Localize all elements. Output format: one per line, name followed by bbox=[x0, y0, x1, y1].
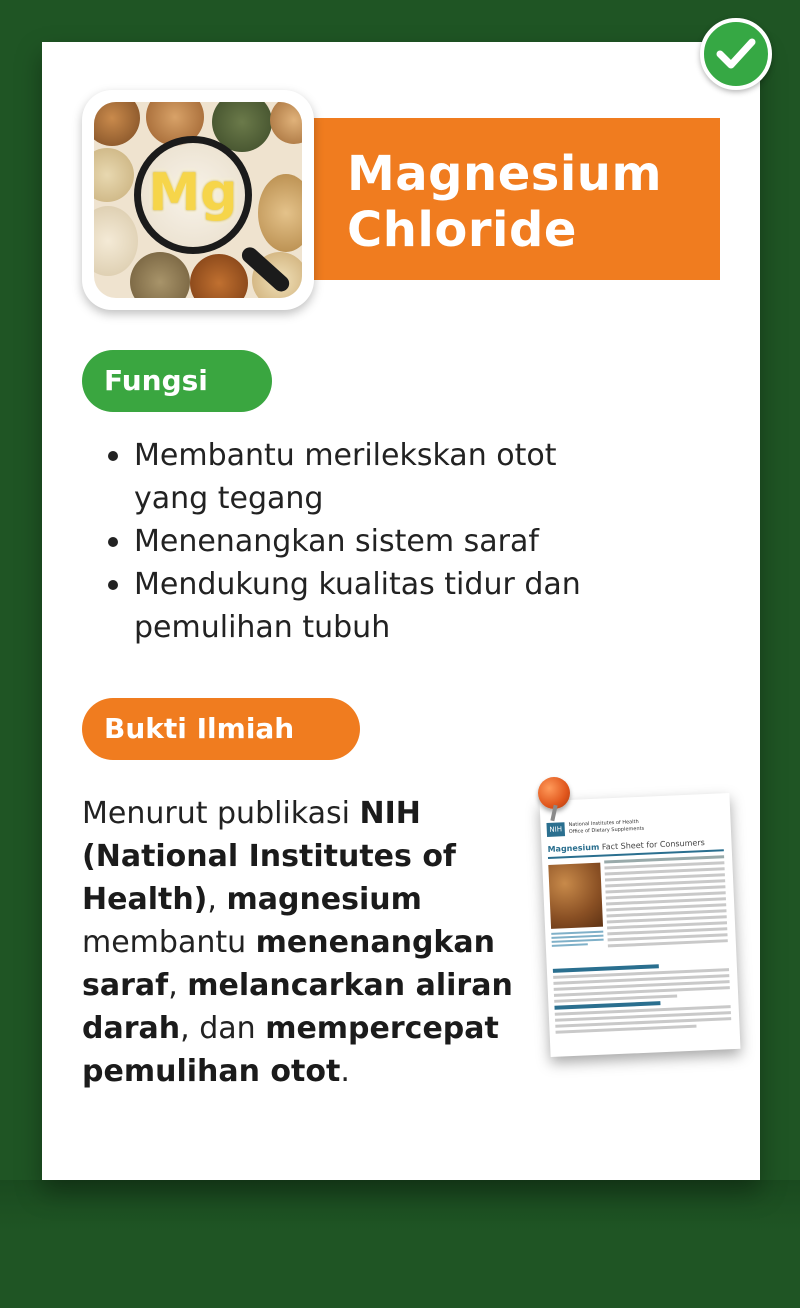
nih-fact-sheet bbox=[540, 793, 741, 1057]
text-segment: , bbox=[207, 882, 227, 917]
list-item: Mendukung kualitas tidur dan pemulihan tubuh bbox=[104, 563, 624, 649]
text-segment: . bbox=[340, 1054, 350, 1089]
doc-body bbox=[553, 961, 732, 1037]
text-segment: membantu bbox=[82, 925, 256, 960]
text-segment-bold: magnesium bbox=[226, 882, 422, 917]
text-segment-bold: NIH (National Institutes of Health) bbox=[82, 796, 456, 917]
text-segment: , dan bbox=[180, 1011, 266, 1046]
nuts-photo bbox=[548, 863, 603, 929]
nih-logo: NIH bbox=[546, 822, 565, 837]
doc-table bbox=[604, 855, 728, 950]
doc-title-rest: Fact Sheet for Consumers bbox=[599, 838, 705, 852]
text-segment-bold: menenangkan saraf bbox=[82, 925, 495, 1003]
doc-caption bbox=[551, 931, 604, 949]
page-title bbox=[347, 146, 727, 258]
fungsi-label: Fungsi bbox=[82, 350, 272, 412]
info-card bbox=[42, 42, 760, 1180]
magnesium-food-image bbox=[82, 90, 314, 310]
text-segment-bold: melancarkan aliran darah bbox=[82, 968, 513, 1046]
title-line-1: Magnesium bbox=[347, 146, 662, 202]
list-item: Membantu merilekskan otot yang tegang bbox=[104, 434, 624, 520]
check-icon bbox=[700, 18, 772, 90]
fungsi-list bbox=[104, 434, 624, 649]
list-item: Menenangkan sistem saraf bbox=[104, 520, 624, 563]
food-photo bbox=[94, 102, 302, 298]
text-segment: Menurut publikasi bbox=[82, 796, 360, 831]
title-line-2: Chloride bbox=[347, 202, 577, 258]
magnifier-icon bbox=[134, 136, 252, 254]
bukti-ilmiah-label: Bukti Ilmiah bbox=[82, 698, 360, 760]
background-shadow bbox=[0, 1180, 800, 1308]
text-segment: , bbox=[168, 968, 188, 1003]
mg-symbol: Mg bbox=[148, 163, 238, 223]
doc-office: Office of Dietary Supplements bbox=[568, 825, 645, 836]
doc-title-main: Magnesium bbox=[547, 842, 600, 854]
doc-header bbox=[546, 815, 723, 839]
bukti-paragraph bbox=[82, 792, 522, 1093]
text-segment-bold: mempercepat pemulihan otot bbox=[82, 1011, 499, 1089]
doc-org: National Institutes of Health bbox=[568, 818, 639, 829]
